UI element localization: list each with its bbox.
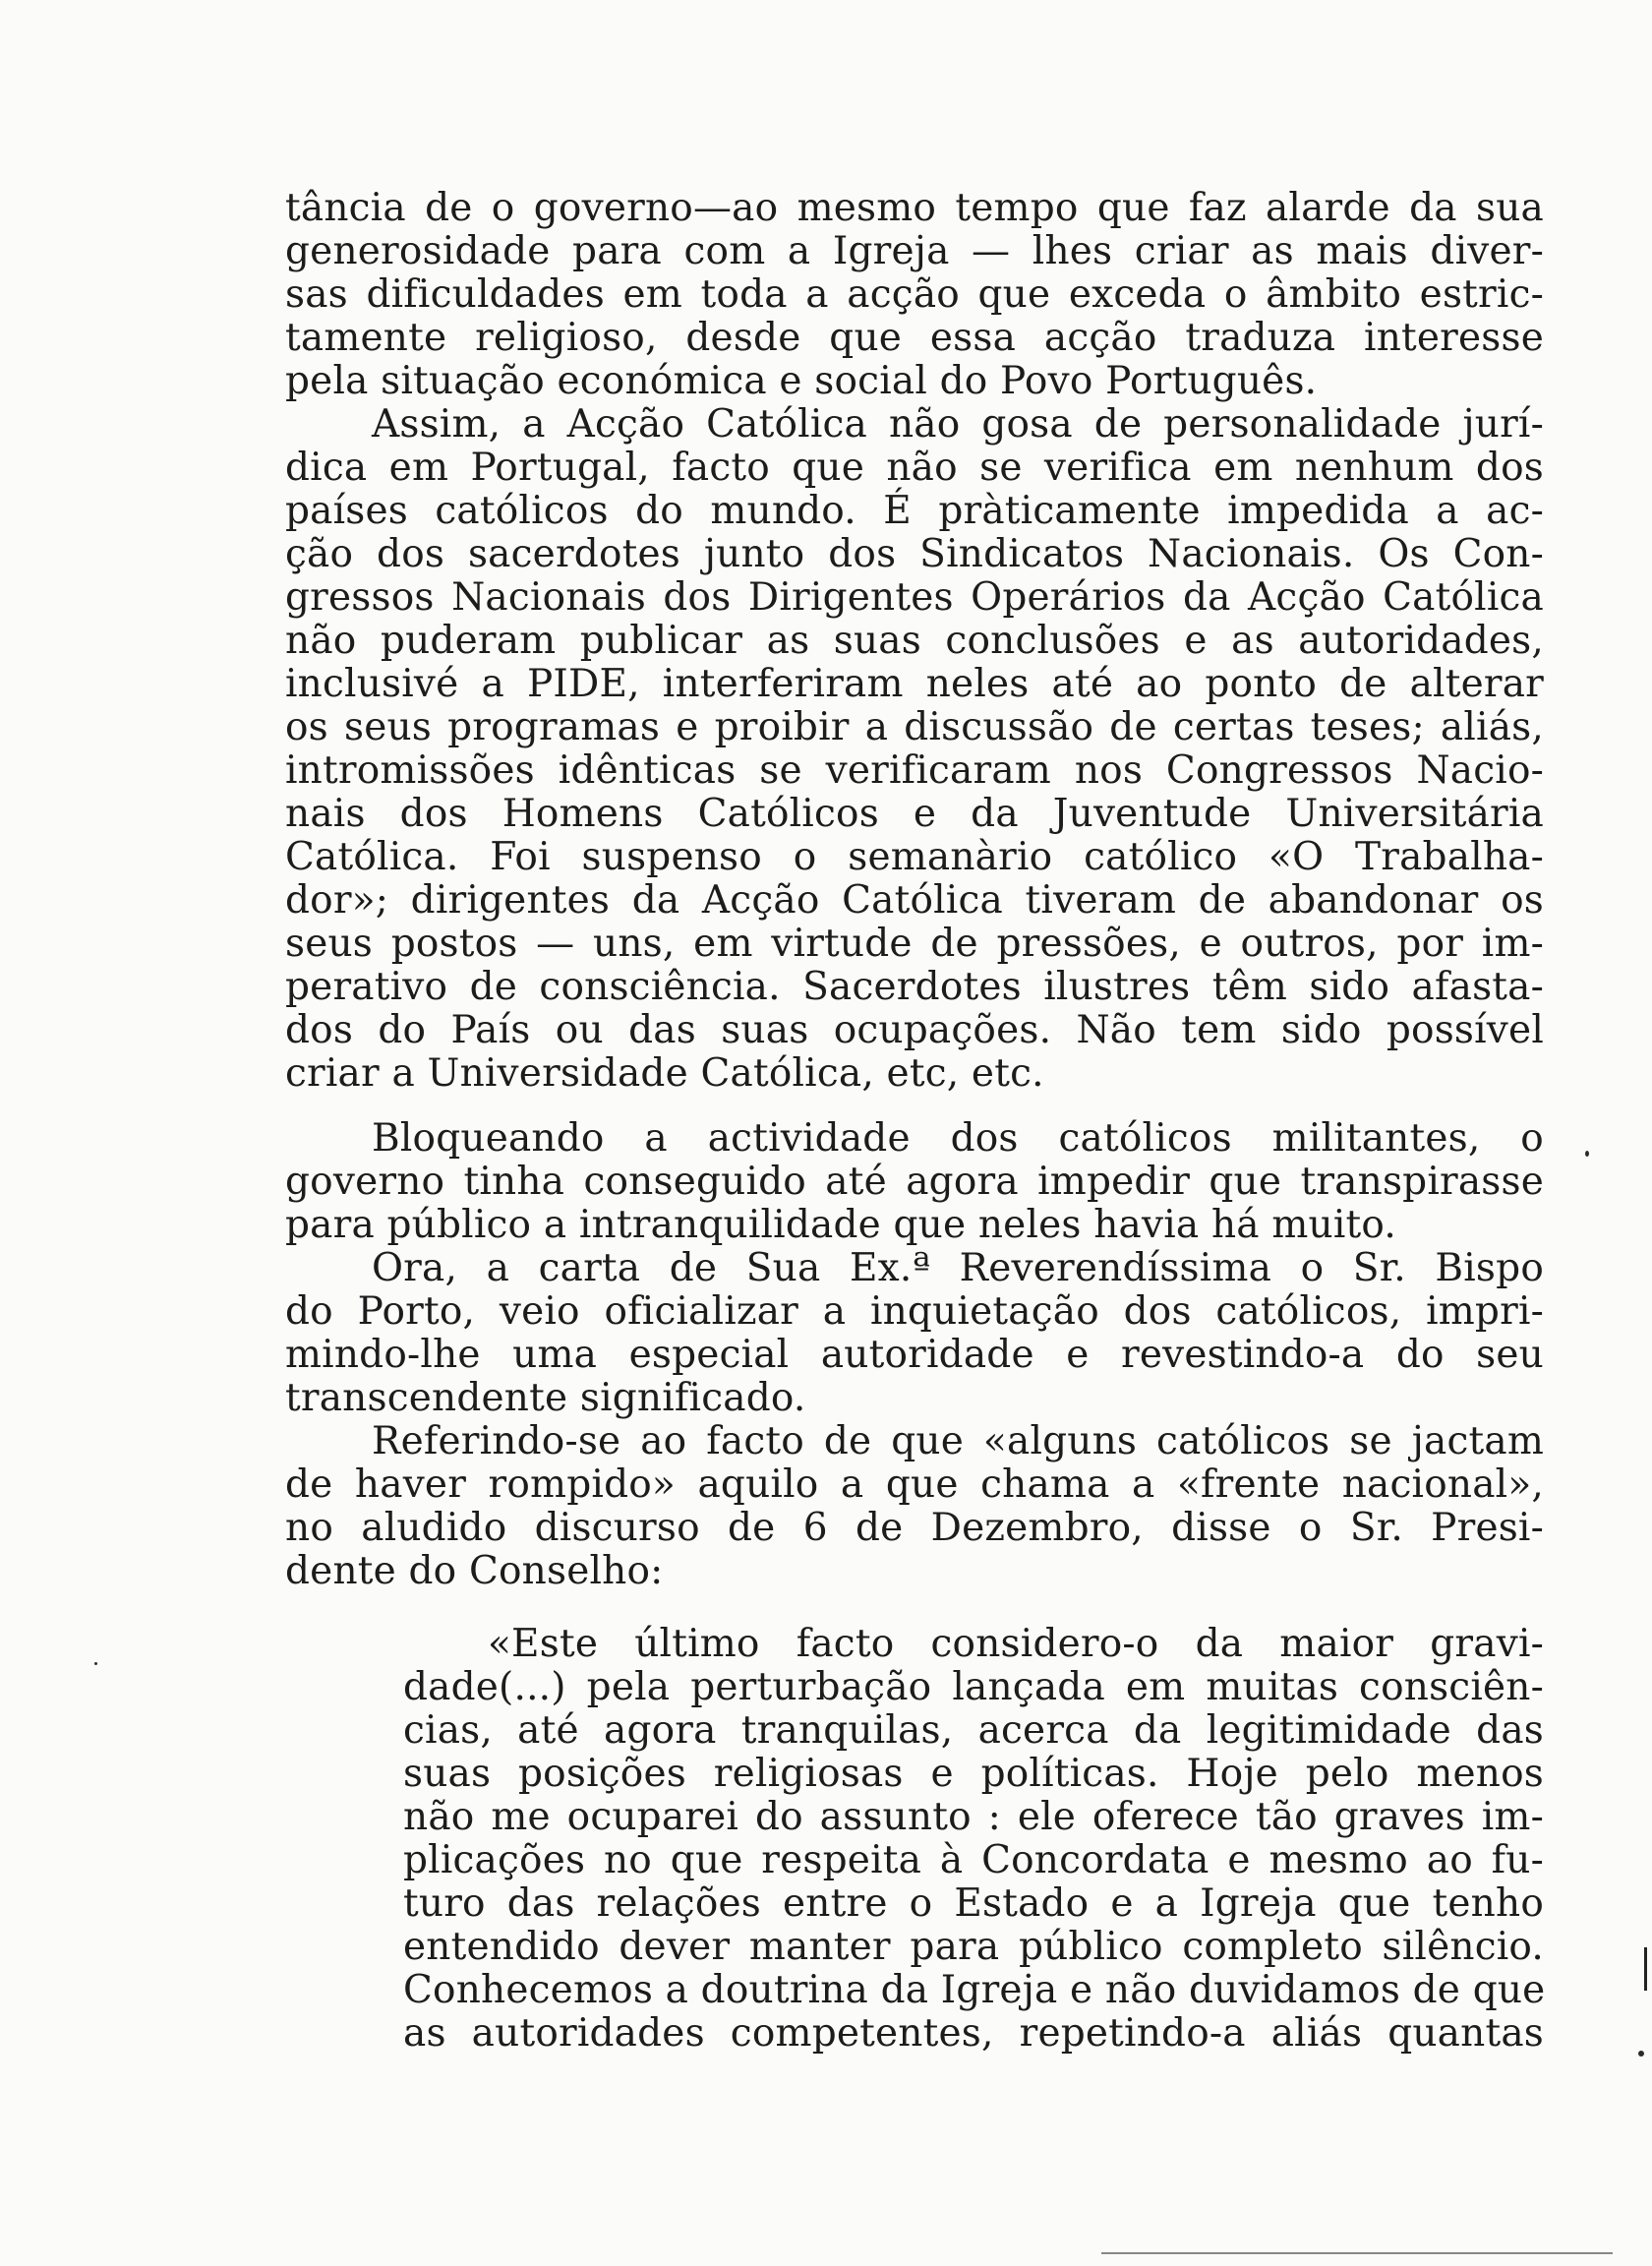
paragraph-accao-catolica: [285, 403, 1544, 1096]
text-line: seus postos — uns, em virtude de pressões, e outros, por im-: [285, 922, 1544, 966]
quote-line: não me ocuparei do assunto : ele oferece tão graves im-: [403, 1795, 1544, 1839]
text-line: generosidade para com a Igreja — lhes criar as mais diver-: [285, 229, 1544, 273]
text-line: tamente religioso, desde que essa acção traduza interesse: [285, 316, 1544, 360]
text-line: os seus programas e proibir a discussão de certas teses; aliás,: [285, 705, 1544, 749]
quote-line: cias, até agora tranquilas, acerca da legitimidade das: [403, 1708, 1544, 1753]
text-line: dos do País ou das suas ocupações. Não tem sido possível: [285, 1008, 1544, 1052]
quote-line: «Este último facto considero-o da maior gravi-: [488, 1622, 1544, 1666]
text-line: Ora, a carta de Sua Ex.ª Reverendíssima o Sr. Bispo: [372, 1246, 1544, 1290]
quote-line: as autoridades competentes, repetindo-a aliás quantas: [403, 2011, 1544, 2056]
paragraph-gap: [285, 1593, 1544, 1623]
text-line: governo tinha conseguido até agora impedir que transpirasse: [285, 1160, 1544, 1204]
text-line: ção dos sacerdotes junto dos Sindicatos Nacionais. Os Con-: [285, 532, 1544, 576]
text-line: mindo-lhe uma especial autoridade e revestindo-a do seu: [285, 1333, 1544, 1377]
paragraph-bloqueando: [285, 1117, 1544, 1247]
scan-edge-mark: [1644, 1947, 1647, 1991]
text-line: transcendente significado.: [285, 1376, 806, 1420]
paragraph-referindo: [285, 1420, 1544, 1593]
text-line: perativo de consciência. Sacerdotes ilustres têm sido afasta-: [285, 965, 1544, 1009]
text-line: tância de o governo—ao mesmo tempo que faz alarde da sua: [285, 186, 1544, 230]
scan-speck: [1585, 1151, 1589, 1157]
quote-line: Conhecemos a doutrina da Igreja e não duvidamos de que: [403, 1968, 1546, 2012]
paragraph-gap: [285, 1096, 1544, 1117]
text-line: para público a intranquilidade que neles havia há muito.: [285, 1203, 1396, 1247]
text-line: de haver rompido» aquilo a que chama a «frente nacional»,: [285, 1462, 1544, 1507]
scan-bottom-rule: [1101, 2252, 1613, 2254]
text-line: Católica. Foi suspenso o semanàrio católico «O Trabalha-: [285, 835, 1544, 879]
paragraph-government-difficulties: [285, 187, 1544, 403]
text-line: pela situação económica e social do Povo Português.: [285, 359, 1318, 403]
scan-speck: [94, 1662, 97, 1665]
text-line: gressos Nacionais dos Dirigentes Operários da Acção Católica: [285, 575, 1544, 620]
scan-speck: [1638, 2051, 1644, 2057]
text-column: [285, 187, 1544, 2056]
quote-line: entendido dever manter para público completo silêncio.: [403, 1925, 1544, 1969]
text-line: no aludido discurso de 6 de Dezembro, disse o Sr. Presi-: [285, 1506, 1544, 1550]
block-quote: [403, 1623, 1544, 2056]
text-line: não puderam publicar as suas conclusões e as autoridades,: [285, 619, 1544, 663]
text-line: nais dos Homens Católicos e da Juventude Universitária: [285, 792, 1544, 836]
text-line: Referindo-se ao facto de que «alguns católicos se jactam: [372, 1419, 1544, 1463]
text-line: dor»; dirigentes da Acção Católica tiveram de abandonar os: [285, 878, 1544, 923]
quote-line: dade(...) pela perturbação lançada em muitas consciên-: [403, 1665, 1544, 1709]
text-line: inclusivé a PIDE, interferiram neles até ao ponto de alterar: [285, 662, 1544, 706]
paragraph-carta-bispo: [285, 1247, 1544, 1420]
quote-line: plicações no que respeita à Concordata e mesmo ao fu-: [403, 1838, 1544, 1882]
text-line: Assim, a Acção Católica não gosa de personalidade jurí-: [372, 402, 1544, 447]
text-line: sas dificuldades em toda a acção que exceda o âmbito estric-: [285, 272, 1544, 317]
text-line: dente do Conselho:: [285, 1549, 664, 1593]
text-line: intromissões idênticas se verificaram nos Congressos Nacio-: [285, 748, 1544, 793]
quote-line: suas posições religiosas e políticas. Hoje pelo menos: [403, 1752, 1544, 1796]
text-line: criar a Universidade Católica, etc, etc.: [285, 1051, 1044, 1096]
text-line: dica em Portugal, facto que não se verifica em nenhum dos: [285, 446, 1544, 490]
text-line: países católicos do mundo. É pràticamente impedida a ac-: [285, 489, 1544, 533]
text-line: Bloqueando a actividade dos católicos militantes, o: [372, 1116, 1544, 1161]
quote-line: turo das relações entre o Estado e a Igreja que tenho: [403, 1881, 1544, 1926]
text-line: do Porto, veio oficializar a inquietação dos católicos, impri-: [285, 1289, 1544, 1334]
